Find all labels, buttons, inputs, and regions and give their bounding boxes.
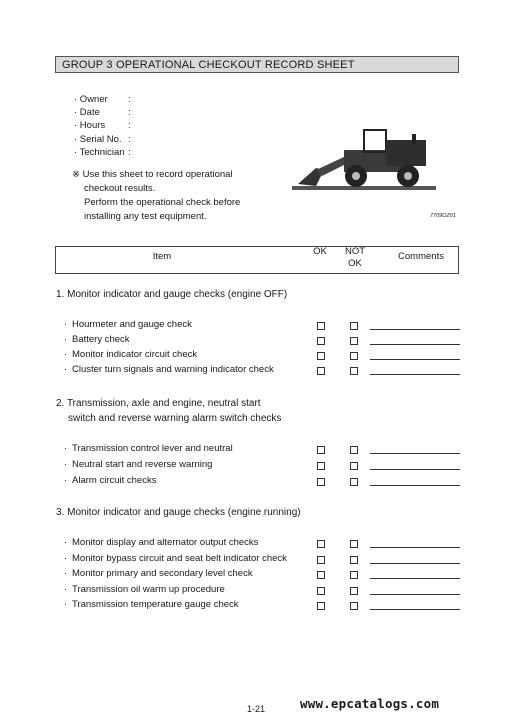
header-item: Item <box>152 251 172 262</box>
ok-checkbox[interactable] <box>317 367 325 375</box>
checklist-item: · Cluster turn signals and warning indicator check <box>64 364 274 375</box>
ok-checkbox[interactable] <box>317 352 325 360</box>
not-ok-checkbox[interactable] <box>350 602 358 610</box>
table-header <box>55 246 459 274</box>
not-ok-checkbox[interactable] <box>350 540 358 548</box>
not-ok-checkbox[interactable] <box>350 446 358 454</box>
item-label: Monitor bypass circuit and seat belt indicator check <box>72 553 287 564</box>
checklist-item: · Monitor indicator circuit check <box>64 349 198 360</box>
section-title: 3. Monitor indicator and gauge checks (engine running) <box>56 507 301 518</box>
not-ok-checkbox[interactable] <box>350 478 358 486</box>
ok-checkbox[interactable] <box>317 556 325 564</box>
not-ok-checkbox[interactable] <box>350 352 358 360</box>
section-title: 1. Monitor indicator and gauge checks (engine OFF) <box>56 289 288 300</box>
not-ok-checkbox[interactable] <box>350 462 358 470</box>
ok-checkbox[interactable] <box>317 571 325 579</box>
item-label: Monitor primary and secondary level check <box>72 568 253 579</box>
checklist-item: · Alarm circuit checks <box>64 475 157 486</box>
note-line: installing any test equipment. <box>84 211 207 222</box>
watermark: www.epcatalogs.com <box>300 696 440 711</box>
technician-colon: : <box>128 147 131 158</box>
header-comments: Comments <box>398 251 444 262</box>
image-caption: 7709OZ01 <box>430 213 456 219</box>
item-label: Transmission control lever and neutral <box>72 443 233 454</box>
comment-line[interactable] <box>370 578 460 579</box>
not-ok-checkbox[interactable] <box>350 556 358 564</box>
comment-line[interactable] <box>370 594 460 595</box>
group-title: GROUP 3 OPERATIONAL CHECKOUT RECORD SHEET <box>55 56 459 73</box>
header-not-ok-line2: OK <box>348 258 362 269</box>
wheel-loader-illustration <box>286 120 446 210</box>
owner-field <box>74 94 131 106</box>
note-line: checkout results. <box>84 183 156 194</box>
hours-label: · Hours <box>74 120 106 131</box>
comment-line[interactable] <box>370 547 460 548</box>
comment-line[interactable] <box>370 485 460 486</box>
owner-colon: : <box>128 94 131 105</box>
not-ok-checkbox[interactable] <box>350 322 358 330</box>
checklist-item: · Monitor bypass circuit and seat belt indicator check <box>64 553 287 564</box>
item-label: Alarm circuit checks <box>72 475 157 486</box>
comment-line[interactable] <box>370 469 460 470</box>
comment-line[interactable] <box>370 374 460 375</box>
comment-line[interactable] <box>370 563 460 564</box>
item-label: Monitor indicator circuit check <box>72 349 198 360</box>
header-ok: OK <box>313 246 327 257</box>
ok-checkbox[interactable] <box>317 587 325 595</box>
ok-checkbox[interactable] <box>317 602 325 610</box>
owner-label: · Owner <box>74 94 108 105</box>
item-label: Monitor display and alternator output checks <box>72 537 259 548</box>
serial-field <box>74 134 131 146</box>
comment-line[interactable] <box>370 329 460 330</box>
instruction-note <box>72 168 272 224</box>
item-label: Cluster turn signals and warning indicator check <box>72 364 274 375</box>
ok-checkbox[interactable] <box>317 322 325 330</box>
note-line: Perform the operational check before <box>84 197 241 208</box>
checklist-item: · Monitor primary and secondary level check <box>64 568 253 579</box>
not-ok-checkbox[interactable] <box>350 587 358 595</box>
serial-label: · Serial No. <box>74 134 122 145</box>
comment-line[interactable] <box>370 344 460 345</box>
not-ok-checkbox[interactable] <box>350 367 358 375</box>
checklist-item: · Battery check <box>64 334 130 345</box>
technician-field <box>74 147 131 159</box>
ok-checkbox[interactable] <box>317 478 325 486</box>
serial-colon: : <box>128 134 131 145</box>
ok-checkbox[interactable] <box>317 337 325 345</box>
hours-colon: : <box>128 120 131 131</box>
section-title: 2. Transmission, axle and engine, neutral start <box>56 398 261 409</box>
comment-line[interactable] <box>370 359 460 360</box>
item-label: Transmission oil warm up procedure <box>72 584 225 595</box>
not-ok-checkbox[interactable] <box>350 337 358 345</box>
date-field <box>74 107 131 119</box>
date-label: · Date <box>74 107 100 118</box>
checklist-item: · Transmission control lever and neutral <box>64 443 233 454</box>
page-number: 1-21 <box>247 704 266 714</box>
item-label: Hourmeter and gauge check <box>72 319 192 330</box>
ok-checkbox[interactable] <box>317 540 325 548</box>
checklist-item: · Hourmeter and gauge check <box>64 319 192 330</box>
ok-checkbox[interactable] <box>317 462 325 470</box>
date-colon: : <box>128 107 131 118</box>
section-title-continued: switch and reverse warning alarm switch checks <box>68 413 282 424</box>
technician-label: · Technician <box>74 147 125 158</box>
hours-field <box>74 120 131 132</box>
header-not-ok-line1: NOT <box>344 246 366 257</box>
comment-line[interactable] <box>370 609 460 610</box>
item-label: Neutral start and reverse warning <box>72 459 213 470</box>
checklist-item: · Transmission oil warm up procedure <box>64 584 225 595</box>
checklist-item: · Neutral start and reverse warning <box>64 459 213 470</box>
item-label: Transmission temperature gauge check <box>72 599 239 610</box>
checklist-item: · Transmission temperature gauge check <box>64 599 239 610</box>
not-ok-checkbox[interactable] <box>350 571 358 579</box>
comment-line[interactable] <box>370 453 460 454</box>
note-line: ※ Use this sheet to record operational <box>72 169 233 180</box>
checklist-item: · Monitor display and alternator output checks <box>64 537 259 548</box>
item-label: Battery check <box>72 334 130 345</box>
ok-checkbox[interactable] <box>317 446 325 454</box>
